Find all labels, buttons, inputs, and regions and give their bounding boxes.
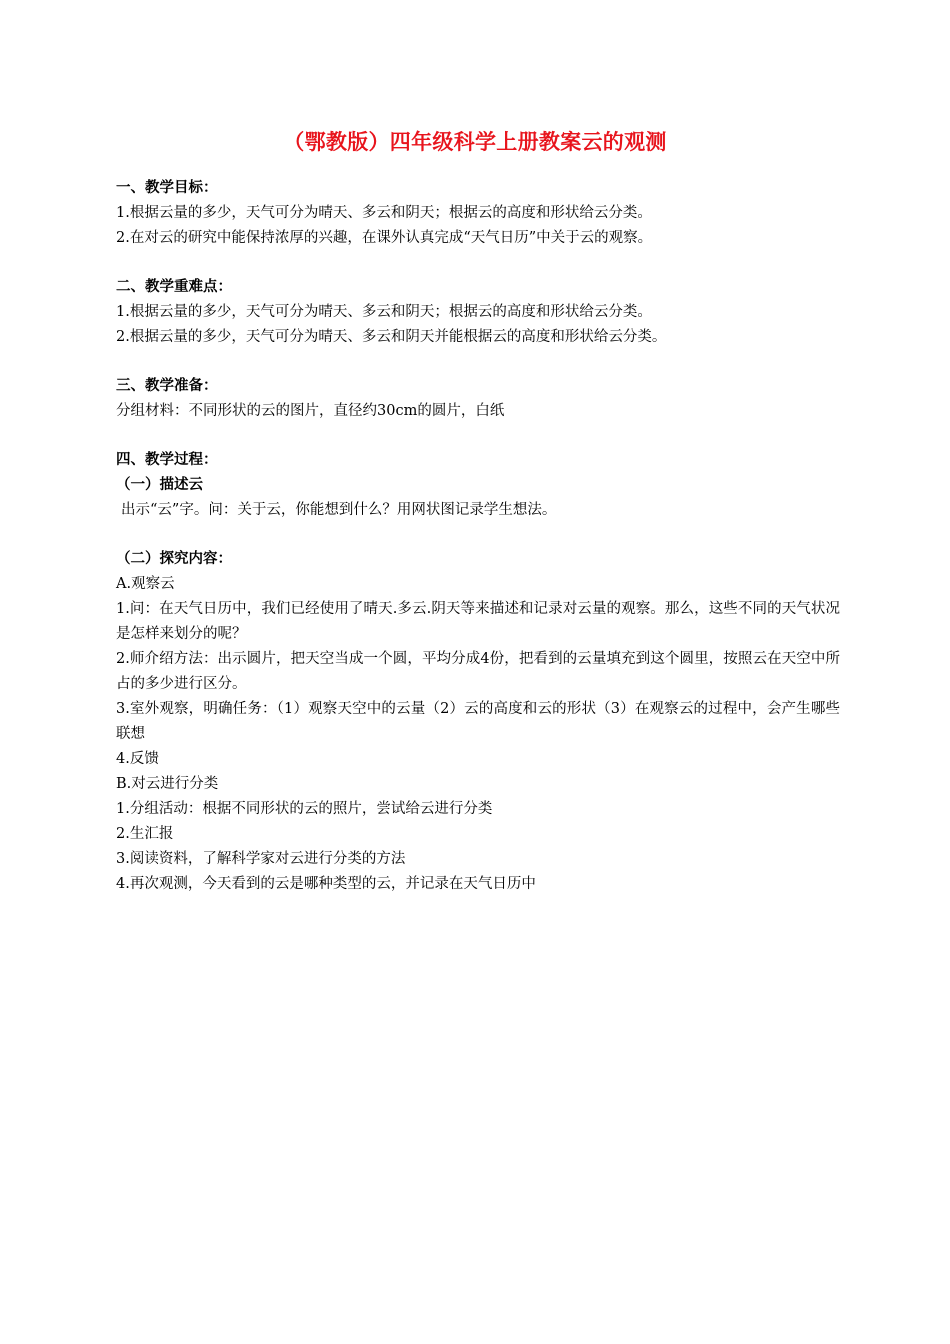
part-b-item: 1.分组活动：根据不同形状的云的照片，尝试给云进行分类	[116, 801, 493, 817]
key-point-item: 1.根据云量的多少，天气可分为晴天、多云和阴天；根据云的高度和形状给云分类。	[116, 304, 652, 320]
part-b-item: 2.生汇报	[116, 826, 174, 842]
part-a-item: 1.问：在天气日历中，我们已经使用了晴天.多云.阴天等来描述和记录对云量的观察。那么，这些不同的天气状况是怎样来划分的呢？	[116, 601, 840, 642]
key-point-item: 2.根据云量的多少，天气可分为晴天、多云和阴天并能根据云的高度和形状给云分类。	[116, 329, 667, 345]
section-heading-key-points: 二、教学重难点：	[116, 279, 232, 295]
describe-text: 出示“云”字。问：关于云，你能想到什么？用网状图记录学生想法。	[121, 502, 557, 518]
goal-item: 1.根据云量的多少，天气可分为晴天、多云和阴天；根据云的高度和形状给云分类。	[116, 205, 652, 221]
part-a-item: 3.室外观察，明确任务：（1）观察天空中的云量（2）云的高度和云的形状（3）在观察云的过程中，会产生哪些联想	[116, 701, 840, 742]
section-heading-goals: 一、教学目标：	[116, 180, 218, 196]
section-heading-process: 四、教学过程：	[116, 452, 218, 468]
subsection-heading-explore: （二）探究内容：	[116, 551, 232, 567]
part-a-label: A.观察云	[116, 576, 175, 592]
part-b-item: 4.再次观测，今天看到的云是哪种类型的云，并记录在天气日历中	[116, 876, 536, 892]
document-title: （鄂教版）四年级科学上册教案云的观测	[283, 130, 667, 154]
section-heading-preparation: 三、教学准备：	[116, 378, 218, 394]
preparation-item: 分组材料：不同形状的云的图片，直径约30cm的圆片，白纸	[116, 403, 505, 419]
part-b-item: 3.阅读资料，了解科学家对云进行分类的方法	[116, 851, 406, 867]
document-body	[116, 176, 840, 897]
part-b-label: B.对云进行分类	[116, 776, 219, 792]
subsection-heading-describe: （一）描述云	[116, 477, 203, 493]
part-a-item: 4.反馈	[116, 751, 159, 767]
goal-item: 2.在对云的研究中能保持浓厚的兴趣，在课外认真完成“天气日历”中关于云的观察。	[116, 230, 653, 246]
part-a-item: 2.师介绍方法：出示圆片，把天空当成一个圆，平均分成4份，把看到的云量填充到这个圆里，按照云在天空中所占的多少进行区分。	[116, 651, 840, 692]
